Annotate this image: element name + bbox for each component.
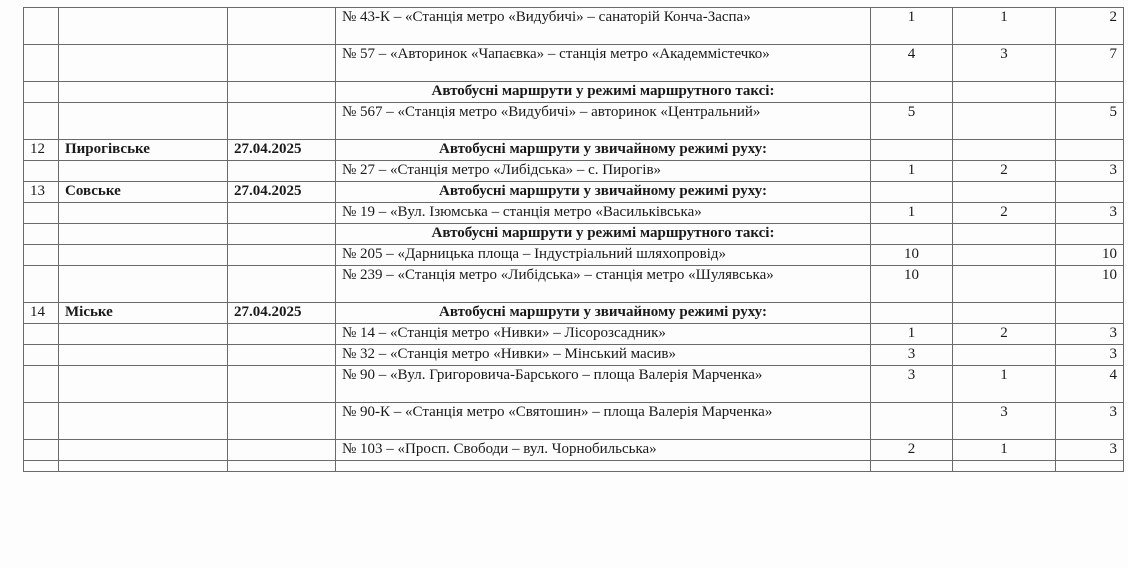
row-number-cell [24,324,59,345]
district-name-cell [59,161,228,182]
value-cell-total: 5 [1056,103,1124,140]
routes-table-body [24,8,1124,472]
value-cell-1 [871,224,953,245]
district-name-cell [59,461,228,472]
row-number-cell [24,82,59,103]
date-cell [228,8,336,45]
row-number-cell: 13 [24,182,59,203]
section-row [24,140,1124,161]
value-cell-total [1056,303,1124,324]
table-row [24,440,1124,461]
table-row [24,366,1124,403]
route-description-cell [336,345,871,366]
date-cell [228,103,336,140]
route-description: № 205 – «Дарницька площа – Індустріальний шляхопровід» [342,246,727,262]
date-cell [228,203,336,224]
route-description-cell [336,403,871,440]
date-cell [228,245,336,266]
route-description: № 57 – «Авторинок «Чапаєвка» – станція метро «Академмістечко» [342,46,770,62]
row-number-cell [24,8,59,45]
date-cell [228,440,336,461]
district-name-cell: Міське [59,303,228,324]
value-cell-total: 10 [1056,266,1124,303]
value-cell-1: 1 [871,324,953,345]
value-cell-2 [953,266,1056,303]
route-description: № 27 – «Станція метро «Либідська» – с. Пирогів» [342,162,662,178]
table-row [24,103,1124,140]
value-cell-1 [871,461,953,472]
route-description-cell [336,461,871,472]
section-heading-cell: Автобусні маршрути у режимі маршрутного таксі: [336,82,871,103]
district-name-cell [59,103,228,140]
value-cell-2 [953,224,1056,245]
row-number-cell [24,45,59,82]
row-number-cell [24,366,59,403]
value-cell-total: 3 [1056,403,1124,440]
table-row [24,345,1124,366]
date-cell: 27.04.2025 [228,303,336,324]
date-cell [228,366,336,403]
district-name-cell [59,440,228,461]
table-row [24,403,1124,440]
route-description-cell [336,8,871,45]
route-description-cell [336,245,871,266]
value-cell-1: 1 [871,161,953,182]
date-cell [228,224,336,245]
value-cell-2 [953,82,1056,103]
district-name-cell [59,45,228,82]
route-description: № 103 – «Просп. Свободи – вул. Чорнобильська» [342,441,657,457]
value-cell-total [1056,461,1124,472]
value-cell-1: 2 [871,440,953,461]
date-cell [228,461,336,472]
route-description: № 43-К – «Станція метро «Видубичі» – санаторій Конча-Заспа» [342,9,751,25]
row-number-cell [24,161,59,182]
route-description-cell [336,440,871,461]
route-description-cell [336,324,871,345]
section-row [24,224,1124,245]
row-number-cell [24,461,59,472]
date-cell [228,45,336,82]
route-description: № 90 – «Вул. Григоровича-Барського – площа Валерія Марченка» [342,367,763,383]
value-cell-2: 3 [953,45,1056,82]
value-cell-1 [871,303,953,324]
table-row [24,324,1124,345]
district-name-cell [59,203,228,224]
value-cell-1: 1 [871,8,953,45]
district-name-cell [59,345,228,366]
value-cell-1: 4 [871,45,953,82]
value-cell-total [1056,224,1124,245]
row-number-cell [24,266,59,303]
section-heading-cell: Автобусні маршрути у звичайному режимі руху: [336,140,871,161]
value-cell-total: 3 [1056,345,1124,366]
route-description-cell [336,203,871,224]
route-description-cell [336,161,871,182]
value-cell-1: 10 [871,245,953,266]
district-name-cell [59,8,228,45]
date-cell [228,324,336,345]
route-description-cell [336,45,871,82]
value-cell-2: 3 [953,403,1056,440]
district-name-cell [59,266,228,303]
value-cell-2: 1 [953,8,1056,45]
value-cell-2 [953,461,1056,472]
value-cell-total: 2 [1056,8,1124,45]
row-number-cell: 14 [24,303,59,324]
value-cell-total [1056,140,1124,161]
route-description: № 567 – «Станція метро «Видубичі» – авторинок «Центральний» [342,104,761,120]
route-description: № 32 – «Станція метро «Нивки» – Мінський масив» [342,346,676,362]
table-row [24,8,1124,45]
section-heading-cell: Автобусні маршрути у звичайному режимі руху: [336,182,871,203]
date-cell: 27.04.2025 [228,182,336,203]
table-row [24,45,1124,82]
value-cell-total: 3 [1056,203,1124,224]
section-row [24,82,1124,103]
row-number-cell [24,103,59,140]
value-cell-1: 1 [871,203,953,224]
value-cell-1: 3 [871,366,953,403]
table-row [24,266,1124,303]
date-cell [228,345,336,366]
value-cell-1: 3 [871,345,953,366]
route-description-cell [336,103,871,140]
district-name-cell [59,403,228,440]
value-cell-2: 1 [953,440,1056,461]
district-name-cell [59,245,228,266]
value-cell-2 [953,182,1056,203]
value-cell-2: 1 [953,366,1056,403]
value-cell-total [1056,82,1124,103]
district-name-cell [59,224,228,245]
row-number-cell [24,203,59,224]
row-number-cell [24,440,59,461]
date-cell [228,161,336,182]
value-cell-1: 5 [871,103,953,140]
value-cell-2 [953,303,1056,324]
route-description: № 90-К – «Станція метро «Святошин» – площа Валерія Марченка» [342,404,773,420]
section-row [24,303,1124,324]
date-cell: 27.04.2025 [228,140,336,161]
route-description: № 14 – «Станція метро «Нивки» – Лісорозсадник» [342,325,666,341]
value-cell-2 [953,140,1056,161]
row-number-cell [24,403,59,440]
row-number-cell: 12 [24,140,59,161]
table-row [24,161,1124,182]
section-row [24,182,1124,203]
value-cell-total: 7 [1056,45,1124,82]
route-description-cell [336,366,871,403]
date-cell [228,266,336,303]
value-cell-2 [953,345,1056,366]
route-description-cell [336,266,871,303]
table-row [24,203,1124,224]
empty-row [24,461,1124,472]
section-heading-cell: Автобусні маршрути у режимі маршрутного таксі: [336,224,871,245]
row-number-cell [24,245,59,266]
value-cell-1 [871,403,953,440]
value-cell-2: 2 [953,324,1056,345]
row-number-cell [24,224,59,245]
date-cell [228,82,336,103]
value-cell-2: 2 [953,203,1056,224]
value-cell-total: 10 [1056,245,1124,266]
value-cell-2 [953,245,1056,266]
district-name-cell [59,324,228,345]
value-cell-1: 10 [871,266,953,303]
date-cell [228,403,336,440]
value-cell-1 [871,82,953,103]
value-cell-2: 2 [953,161,1056,182]
routes-table [23,7,1124,472]
value-cell-2 [953,103,1056,140]
route-description: № 19 – «Вул. Ізюмська – станція метро «Васильківська» [342,204,702,220]
district-name-cell [59,82,228,103]
value-cell-total: 4 [1056,366,1124,403]
district-name-cell: Пирогівське [59,140,228,161]
district-name-cell: Совське [59,182,228,203]
route-description: № 239 – «Станція метро «Либідська» – станція метро «Шулявська» [342,267,774,283]
value-cell-total [1056,182,1124,203]
section-heading-cell: Автобусні маршрути у звичайному режимі руху: [336,303,871,324]
row-number-cell [24,345,59,366]
district-name-cell [59,366,228,403]
value-cell-1 [871,140,953,161]
value-cell-total: 3 [1056,324,1124,345]
value-cell-1 [871,182,953,203]
table-row [24,245,1124,266]
value-cell-total: 3 [1056,440,1124,461]
value-cell-total: 3 [1056,161,1124,182]
